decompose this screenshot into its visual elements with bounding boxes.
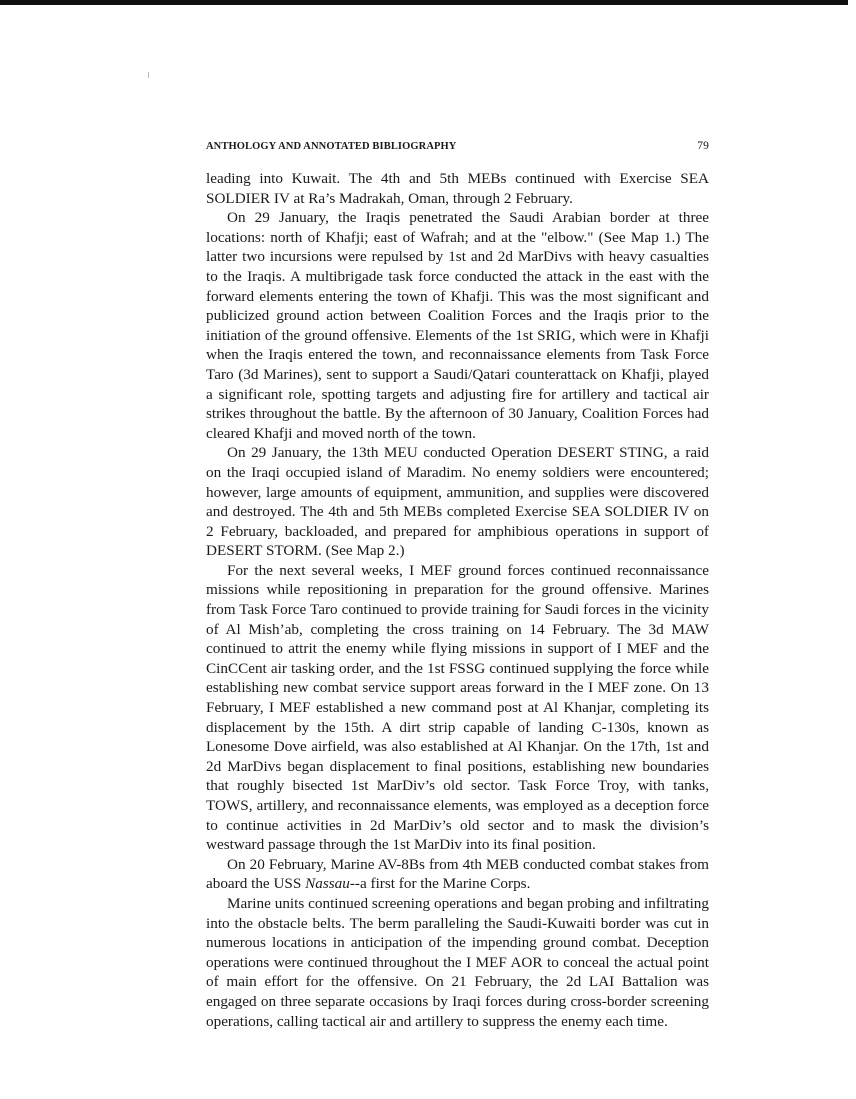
paragraph-khafji: On 29 January, the Iraqis penetrated the Saudi Arabian border at three locations: north of Khafji; east of Wafrah; and at the "elbow." (See Map 1.) The latter two incursions were repulsed by 1st and 2d MarDivs with heavy casualties to the Iraqis. A multibrigade task force conducted the attack in the east with the forward elements entering the town of Khafji. This was the most significant and publicized ground action between Coalition Forces and the Iraqis prior to the initiation of the ground offensive. Elements of the 1st SRIG, which were in Khafji when the Iraqis entered the town, and reconnaissance elements from Task Force Taro (3d Marines), sent to support a Saudi/Qatari counterattack on Khafji, played a significant role, spotting targets and adjusting fire for artillery and tactical air strikes throughout the battle. By the afternoon of 30 January, Coalition Forces had cleared Khafji and moved north of the town. [206,209,709,442]
av8b-text-after: --a first for the Marine Corps. [349,875,531,893]
paragraph-repositioning: For the next several weeks, I MEF ground forces continued reconnaissance missions while repositioning in preparation for the ground offensive. Marines from Task Force Taro continued to provide training for Saudi forces in the vicinity of Al Mish’ab, completing the cross training on 14 February. The 3d MAW continued to attrit the enemy while flying missions in support of I MEF and the CinCCent air tasking order, and the 1st FSSG continued supplying the force while establishing new combat service support areas forward in the I MEF zone. On 13 February, I MEF established a new command post at Al Khanjar, completing its displacement by the 15th. A dirt strip capable of landing C-130s, known as Lonesome Dove airfield, was also established at Al Khanjar. On the 17th, 1st and 2d MarDivs began displacement to final positions, establishing new boundaries that roughly bisected 1st MarDiv’s old sector. Task Force Troy, with tanks, TOWS, artillery, and reconnaissance elements, was employed as a deception force to continue activities in 2d MarDiv’s old sector and to mask the division’s westward passage through the 1st MarDiv into its final position. [206,561,709,854]
paragraph-desert-sting: On 29 January, the 13th MEU conducted Operation DESERT STING, a raid on the Iraqi occupied island of Maradim. No enemy soldiers were encountered; however, large amounts of equipment, ammunition, and supplies were discovered and destroyed. The 4th and 5th MEBs completed Exercise SEA SOLDIER IV on 2 February, backloaded, and prepared for amphibious operations in support of DESERT STORM. (See Map 2.) [206,444,709,560]
ship-name: Nassau [305,875,350,893]
body-text [206,169,709,1031]
paragraph-continuation: leading into Kuwait. The 4th and 5th MEBs continued with Exercise SEA SOLDIER IV at Ra’s Madrakah, Oman, through 2 February. [206,170,709,207]
page-number: 79 [697,140,709,152]
top-border-rule [0,0,848,5]
av8b-text-before: On 20 February, Marine AV-8Bs from 4th MEB conducted combat stakes from aboard the USS [206,855,709,893]
paragraph-screening: Marine units continued screening operations and began probing and infiltrating into the obstacle belts. The berm paralleling the Saudi-Kuwaiti border was cut in numerous locations in anticipation of the impending ground combat. Deception operations were continued throughout the I MEF AOR to conceal the actual point of main effort for the offensive. On 21 February, the 2d LAI Battalion was engaged on three separate occasions by Iraqi forces during cross-border screening operations, calling tactical air and artillery to suppress the enemy each time. [206,894,709,1030]
document-page [206,140,709,1031]
paragraph-av8b [206,855,709,894]
running-header [206,140,709,170]
scan-mark [148,72,149,78]
running-title: ANTHOLOGY AND ANNOTATED BIBLIOGRAPHY [206,141,457,152]
